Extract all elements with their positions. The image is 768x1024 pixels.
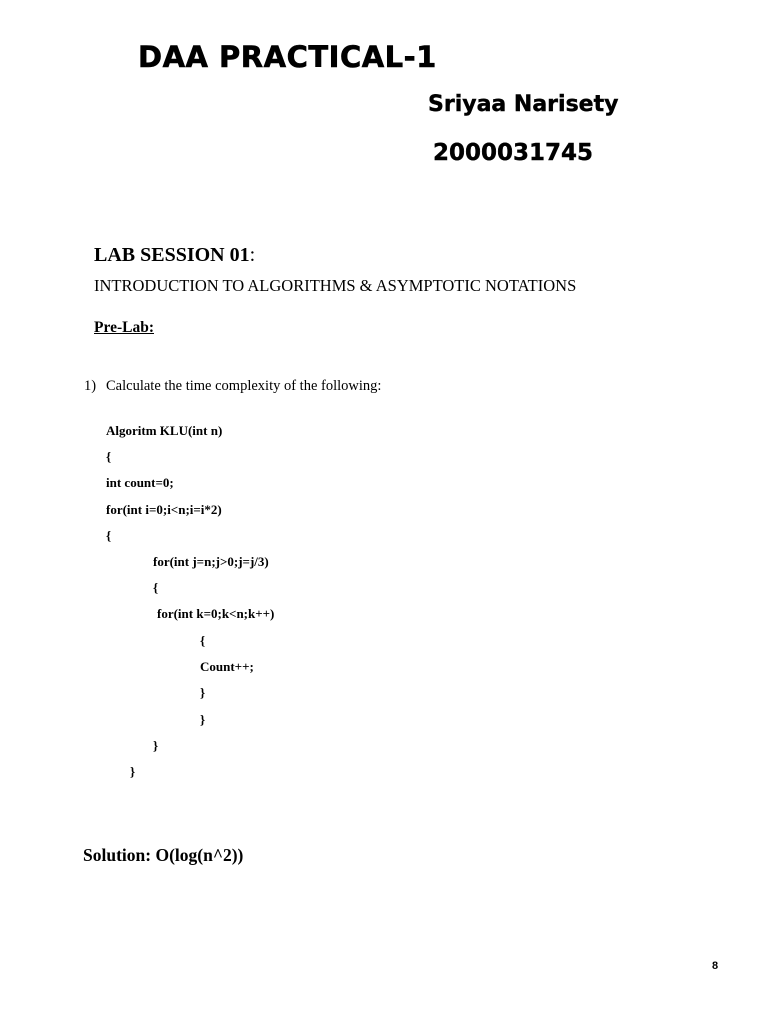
lab-session-colon: : bbox=[249, 244, 256, 266]
code-line: Count++; bbox=[200, 659, 254, 674]
lab-session-label: LAB SESSION 01 bbox=[94, 244, 250, 266]
document-title: DAA PRACTICAL-1 bbox=[138, 40, 437, 74]
solution-text: Solution: O(log(n^2)) bbox=[83, 845, 244, 865]
code-line: { bbox=[153, 580, 159, 595]
code-line: } bbox=[200, 712, 206, 727]
code-line: Algoritm KLU(int n) bbox=[106, 423, 223, 438]
code-line: { bbox=[106, 528, 112, 543]
lab-session-heading bbox=[94, 244, 255, 267]
code-line: { bbox=[106, 449, 112, 464]
code-line: for(int k=0;k<n;k++) bbox=[157, 606, 275, 621]
lab-session-subtitle: INTRODUCTION TO ALGORITHMS & ASYMPTOTIC NOTATIONS bbox=[94, 276, 577, 295]
page-number: 8 bbox=[712, 960, 719, 972]
prelab-heading: Pre-Lab: bbox=[94, 319, 154, 336]
code-line: } bbox=[130, 764, 136, 779]
code-line: } bbox=[200, 685, 206, 700]
author-name: Sriyaa Narisety bbox=[428, 92, 619, 117]
code-line: } bbox=[153, 738, 159, 753]
question-number: 1) bbox=[84, 378, 97, 394]
code-line: int count=0; bbox=[106, 475, 174, 490]
code-line: for(int j=n;j>0;j=j/3) bbox=[153, 554, 269, 569]
code-line: for(int i=0;i<n;i=i*2) bbox=[106, 502, 222, 517]
roll-number: 2000031745 bbox=[433, 140, 594, 166]
code-line: { bbox=[200, 633, 206, 648]
question-text: Calculate the time complexity of the following: bbox=[106, 378, 382, 394]
